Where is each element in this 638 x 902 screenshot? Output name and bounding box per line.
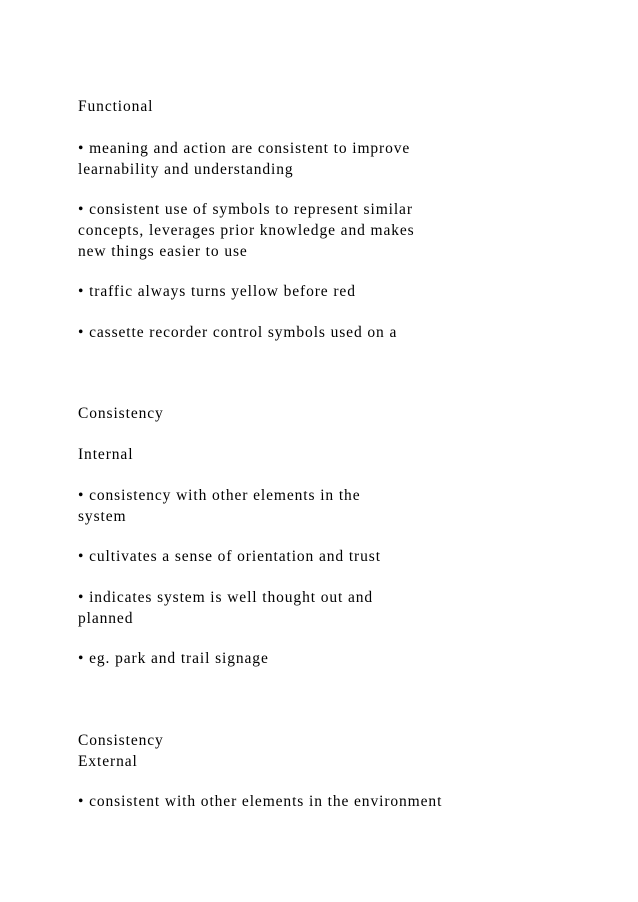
functional-heading: Functional bbox=[78, 98, 154, 115]
bullet-other-elements: • consistency with other elements in the system bbox=[78, 487, 361, 525]
bullet-park-signage: • eg. park and trail signage bbox=[78, 650, 269, 667]
consistency-heading: Consistency bbox=[78, 405, 164, 422]
bullet-consistent-symbols: • consistent use of symbols to represent similar concepts, leverages prior knowledge and makes new things easier to use bbox=[78, 201, 415, 260]
bullet-traffic-light: • traffic always turns yellow before red bbox=[78, 283, 356, 300]
bullet-meaning-action: • meaning and action are consistent to improve learnability and understanding bbox=[78, 140, 411, 178]
bullet-environment: • consistent with other elements in the environment bbox=[78, 793, 443, 810]
bullet-orientation-trust: • cultivates a sense of orientation and trust bbox=[78, 548, 381, 565]
bullet-cassette-recorder: • cassette recorder control symbols used on a bbox=[78, 324, 398, 341]
internal-heading: Internal bbox=[78, 446, 134, 463]
consistency-external-heading: Consistency External bbox=[78, 732, 164, 770]
bullet-well-planned: • indicates system is well thought out and planned bbox=[78, 589, 374, 627]
